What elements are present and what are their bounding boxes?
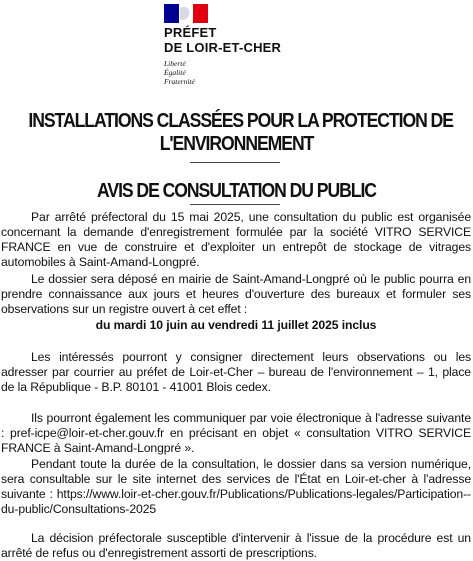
prefet-line1: PRÉFET: [164, 25, 217, 40]
paragraph-dossier: Le dossier sera déposé en mairie de Saint-Amand-Longpré où le public pourra en prendre connaissance aux jours et heures d'ouverture des bureaux et formuler ses observations sur un registre ouvert à cet effet :: [1, 272, 471, 316]
title-line2: L'ENVIRONNEMENT: [159, 133, 314, 155]
paragraph-decision: La décision préfectorale susceptible d'intervenir à l'issue de la procédure est un arrêté de refus ou d'enregistrement assorti de prescriptions.: [1, 531, 471, 560]
motto-liberte: Liberté: [164, 59, 186, 68]
consultation-dates: du mardi 10 juin au vendredi 11 juillet 2025 inclus: [95, 318, 377, 332]
prefet-line2: DE LOIR-ET-CHER: [164, 40, 282, 55]
paragraph-mail: Les intéressés pourront y consigner directement leurs observations ou les adresser par courrier au préfet de Loir-et-Cher – bureau de l'environnement – 1, place de la République - B.P. 80101 - 41001 Blois cedex.: [1, 350, 471, 394]
paragraph-decree: Par arrêté préfectoral du 15 mai 2025, une consultation du public est organisée concernant la demande d'enregistrement formulée par la société VITRO SERVICE FRANCE en vue de construire et d'exploiter un entrepôt de stockage de vitrages automobiles à Saint-Amand-Longpré.: [1, 210, 471, 269]
motto-fraternite: Fraternité: [164, 77, 195, 86]
divider-top: [190, 162, 280, 163]
marianne-flag-icon: [164, 4, 208, 23]
paragraph-email: Ils pourront également les communiquer par voie électronique à l'adresse suivante : pref-icpe@loir-et-cher.gouv.fr en précisant en objet « consultation VITRO SERVICE FRANCE à Saint-Amand-Longpré ».: [1, 411, 471, 455]
paragraph-website: Pendant toute la durée de la consultation, le dossier dans sa version numérique, sera consultable sur le site internet des services de l'État en Loir-et-cher à l'adresse suivante : https://www.loir-et-cher.gouv.fr/Publications/Publications-legales/Participation--du-public/Consultations-2025: [1, 457, 471, 516]
divider-bottom: [190, 204, 280, 205]
notice-subtitle: AVIS DE CONSULTATION DU PUBLIC: [97, 180, 376, 202]
title-line1: INSTALLATIONS CLASSÉES POUR LA PROTECTION DE: [28, 110, 453, 132]
motto-egalite: Égalité: [164, 68, 186, 77]
